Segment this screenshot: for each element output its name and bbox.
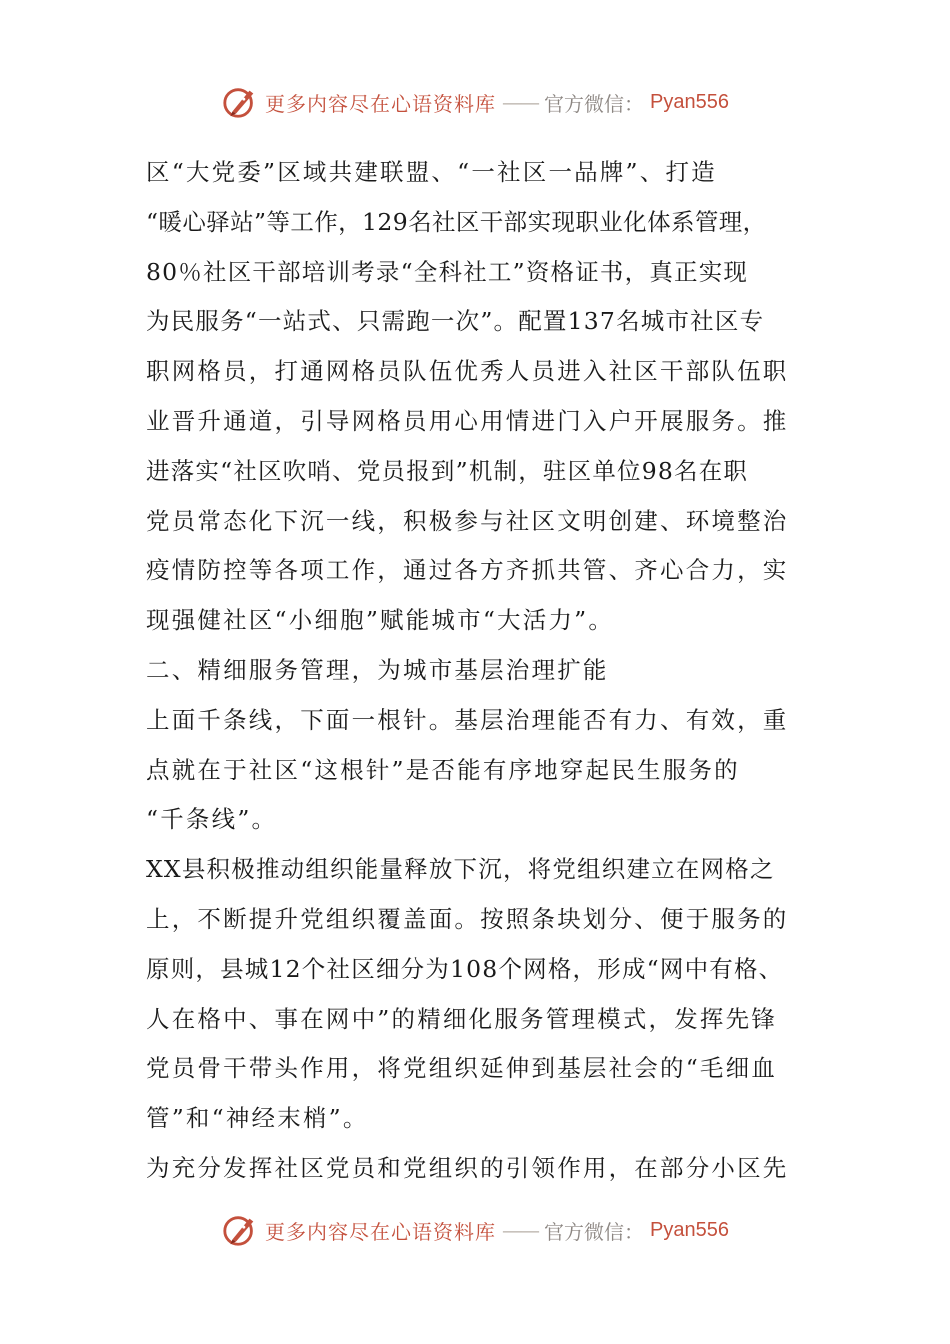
- body-line: 职网格员，打通网格员队伍优秀人员进入社区干部队伍职: [146, 357, 789, 386]
- body-line: 区“大党委”区域共建联盟、“一社区一品牌”、打造: [146, 158, 717, 186]
- body-line: 业晋升通道，引导网格员用心用情进门入户开展服务。推: [146, 406, 789, 435]
- body-line: 现强健社区“小细胞”赋能城市“大活力”。: [146, 606, 615, 635]
- header-banner: [0, 80, 950, 124]
- banner-wechat-id: Pyan556: [650, 90, 729, 113]
- banner-slogan: 更多内容尽在心语资料库: [265, 1219, 497, 1244]
- body-line: 进落实“社区吹哨、党员报到”机制，驻区单位98名在职: [146, 456, 749, 485]
- body-line: 点就在于社区“这根针”是否能有序地穿起民生服务的: [146, 755, 740, 784]
- body-line: 党员骨干带头作用，将党组织延伸到基层社会的“毛细血: [146, 1054, 778, 1083]
- banner-separator: ——: [502, 90, 539, 114]
- banner-separator: ——: [502, 1218, 539, 1242]
- banner-wechat-label: 官方微信：: [544, 91, 645, 116]
- body-line: 为民服务“一站式、只需跑一次”。配置137名城市社区专: [146, 307, 765, 336]
- banner-wechat-label: 官方微信：: [544, 1219, 645, 1244]
- body-line: 80％社区干部培训考录“全科社工”资格证书，真正实现: [146, 257, 749, 286]
- body-line: XX县积极推动组织能量释放下沉，将党组织建立在网格之: [146, 855, 775, 884]
- body-line: 为充分发挥社区党员和党组织的引领作用，在部分小区先: [146, 1153, 789, 1182]
- body-line: 管”和“神经末梢”。: [146, 1104, 369, 1133]
- banner-slogan: 更多内容尽在心语资料库: [265, 91, 497, 116]
- pen-nib-circle-icon: [221, 1211, 259, 1249]
- body-line: 上面千条线，下面一根针。基层治理能否有力、有效，重: [146, 705, 789, 734]
- pen-nib-circle-icon: [221, 83, 259, 121]
- body-line: “千条线”。: [146, 805, 278, 834]
- body-line: 疫情防控等各项工作，通过各方齐抓共管、齐心合力，实: [146, 556, 789, 585]
- body-line: “暖心驿站”等工作，129名社区干部实现职业化体系管理，: [146, 207, 767, 236]
- banner-wechat-id: Pyan556: [650, 1218, 729, 1241]
- document-body: [146, 148, 810, 1194]
- body-line: 人在格中、事在网中”的精细化服务管理模式，发挥先锋: [146, 1004, 778, 1033]
- section-heading: 二、精细服务管理，为城市基层治理扩能: [146, 655, 609, 684]
- body-line: 原则，县城12个社区细分为108个网格，形成“网中有格、: [146, 954, 784, 983]
- body-line: 党员常态化下沉一线，积极参与社区文明创建、环境整治: [146, 506, 789, 535]
- body-line: 上，不断提升党组织覆盖面。按照条块划分、便于服务的: [146, 904, 789, 933]
- footer-banner: [0, 1208, 950, 1252]
